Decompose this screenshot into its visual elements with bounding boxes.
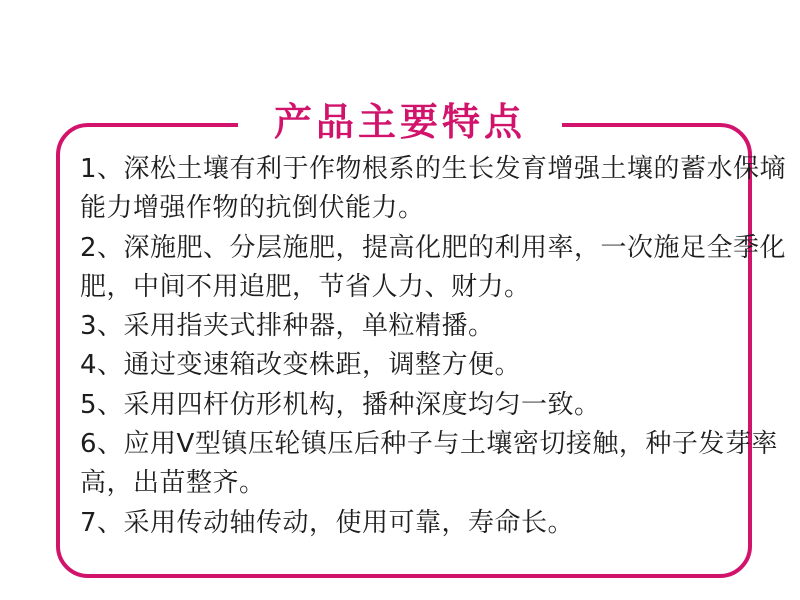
feature-item-4-line-1: 4、通过变速箱改变株距，调整方便。 xyxy=(80,350,522,381)
feature-item-6-line-2: 高，出苗整齐。 xyxy=(80,468,266,499)
feature-item-5-line-1: 5、采用四杆仿形机构，播种深度均匀一致。 xyxy=(80,389,601,420)
feature-item-6-line-1: 6、应用V型镇压轮镇压后种子与土壤密切接触，种子发芽率 xyxy=(80,429,778,460)
feature-item-7-line-1: 7、采用传动轴传动，使用可靠，寿命长。 xyxy=(80,507,575,538)
feature-item-1-line-1: 1、深松土壤有利于作物根系的生长发育增强土壤的蓄水保墒 xyxy=(80,154,787,184)
feature-item-2-line-2: 肥，中间不用追肥，节省人力、财力。 xyxy=(80,271,531,302)
page-title: 产品主要特点 xyxy=(238,99,562,145)
feature-item-2-line-1: 2、深施肥、分层施肥，提高化肥的利用率，一次施足全季化 xyxy=(80,232,787,263)
feature-item-3-line-1: 3、采用指夹式排种器，单粒精播。 xyxy=(80,311,495,342)
feature-item-1-line-2: 能力增强作物的抗倒伏能力。 xyxy=(80,193,425,224)
feature-list xyxy=(80,150,787,543)
